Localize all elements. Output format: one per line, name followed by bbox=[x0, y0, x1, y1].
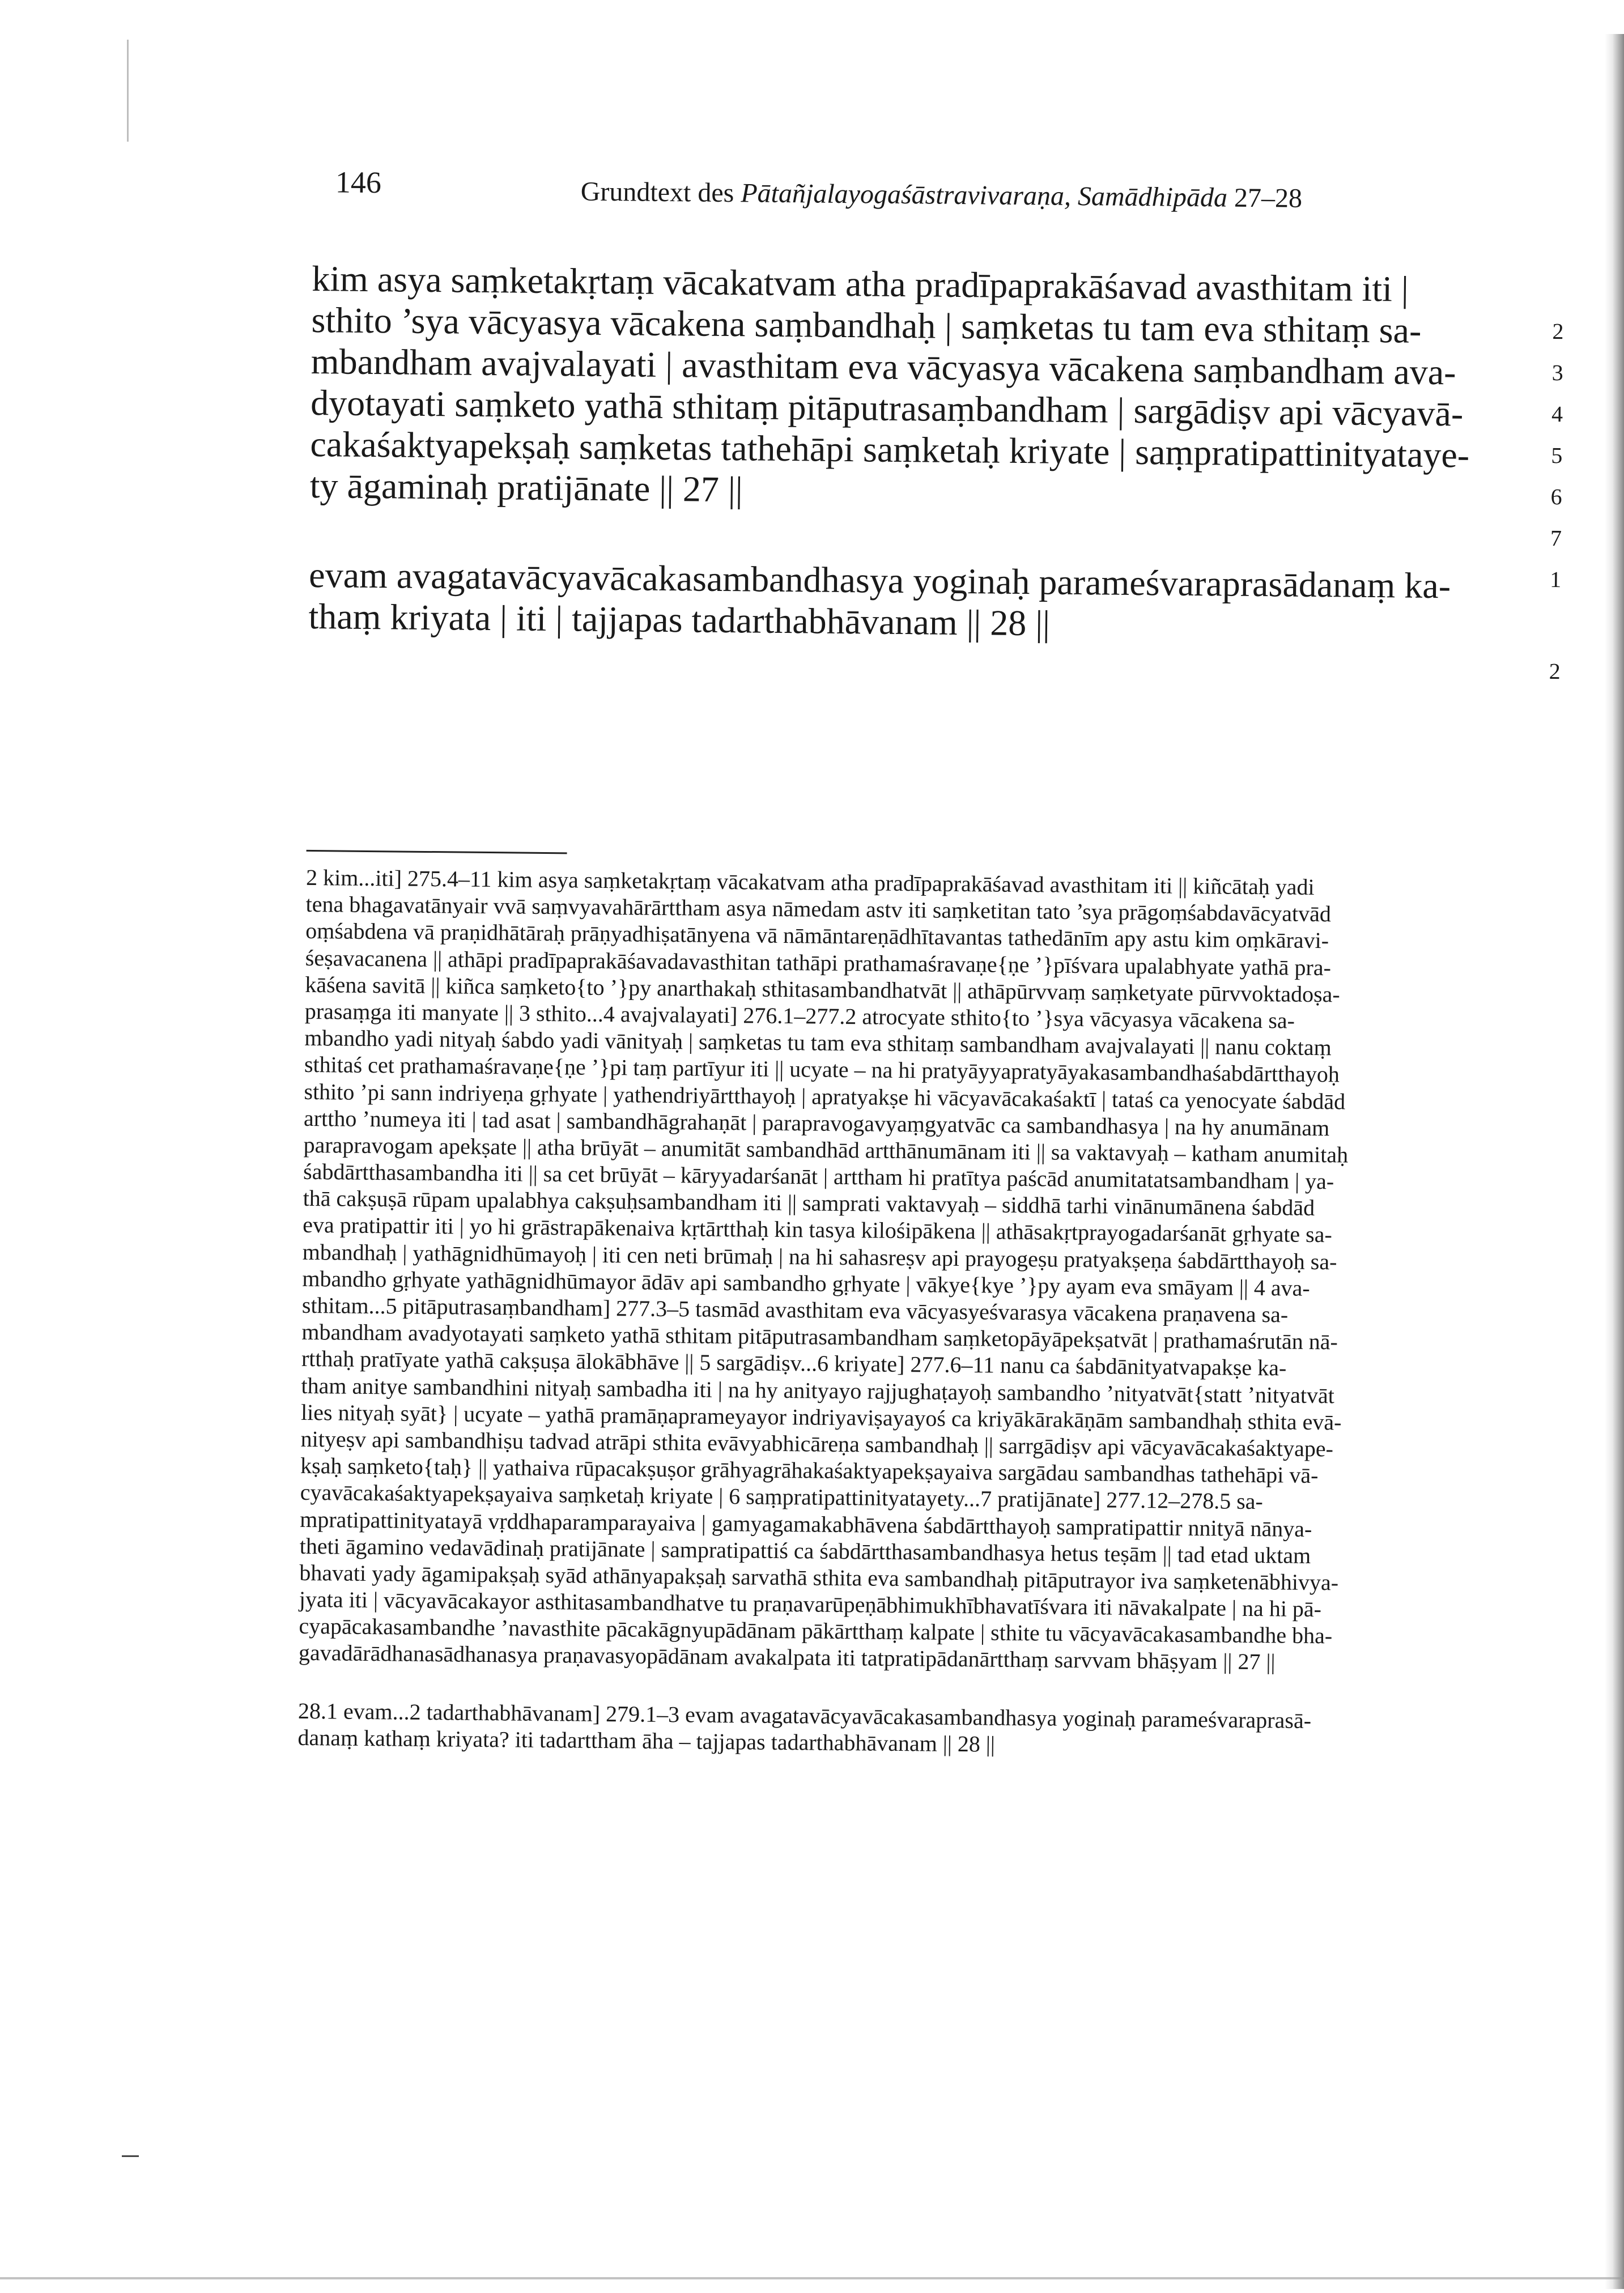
sutra27-line: sthito ’sya vācyasya vācakena saṃbandhaḥ | saṃketas tu tam eva sthitaṃ sa- bbox=[311, 299, 1422, 351]
running-title-prefix: Grundtext des bbox=[580, 176, 741, 209]
main-text bbox=[308, 258, 1502, 648]
margin-line-number: 4 bbox=[1551, 401, 1563, 427]
apparatus-line: cyapācakasambandhe ’navasthite pācakāgnyupādānam pākārtthaṃ kalpate | sthite tu vācyavācakasambandhe bha- bbox=[299, 1613, 1333, 1649]
critical-apparatus bbox=[297, 864, 1575, 1763]
apparatus-line: danaṃ kathaṃ kriyata? iti tadarttham āha – tajjapas tadarthabhāvanam || 28 || bbox=[297, 1724, 996, 1757]
running-title bbox=[581, 176, 1303, 214]
apparatus-line: cyavācakaśaktyapekṣayaiva saṃketaḥ kriyate | 6 saṃpratipattinityatayety...7 pratijānate] 277.12–278.5 sa- bbox=[300, 1479, 1264, 1515]
apparatus-line: tham anitye sambandhini nityaḥ sambadha iti | na hy anityayo rajjughaṭayoḥ sambandho ’nityatvāt{statt ’nityatvāt bbox=[301, 1372, 1335, 1408]
footnote-rule bbox=[307, 850, 567, 854]
apparatus-line: sthito ’pi sann indriyeṇa gṛhyate | yathendriyārtthayoḥ | apratyakṣe hi vācyavācakaśaktī | tataś ca yenocyate śabdād bbox=[304, 1078, 1346, 1114]
apparatus-line: lies nityaḥ syāt} | ucyate – yathā pramāṇaprameyayor indriyaviṣayayoś ca kriyākārakāṇām sambandhaḥ sthita evā- bbox=[300, 1399, 1342, 1435]
apparatus-line: tena bhagavatānyair vvā saṃvyavahārārttham asya nāmedam astv iti saṃketitan tato ’sya prāgoṃśabdavācyatvād bbox=[305, 891, 1332, 927]
sutra28-line: evam avagatavācyavācakasambandhasya yoginaḥ parameśvaraprasādanaṃ ka- bbox=[308, 554, 1451, 606]
sutra27-line: dyotayati saṃketo yathā sthitaṃ pitāputrasaṃbandham | sargādiṣv api vācyavā- bbox=[310, 382, 1464, 434]
apparatus-line: śabdārtthasambandha iti || sa cet brūyāt – kāryyadarśanāt | arttham hi pratītya paścād anumitatatsambandham | ya- bbox=[303, 1158, 1334, 1194]
scan-margin-dash bbox=[122, 2155, 139, 2157]
apparatus-line: theti āgamino vedavādinaḥ pratijānate | sampratipattiś ca śabdārtthasambandhasya hetus teṣām || tad etad uktam bbox=[299, 1533, 1311, 1568]
apparatus-line: parapravogam apekṣate || atha brūyāt – anumitāt sambandhād artthānumānam iti || sa vaktavyaḥ – katham anumitaḥ bbox=[303, 1131, 1349, 1168]
apparatus-line: kāśena savitā || kiñca saṃketo{to ’}py anarthakaḥ sthitasambandhatvāt || athāpūrvvaṃ saṃketyate pūrvvoktadoṣa- bbox=[305, 971, 1340, 1007]
page-number: 146 bbox=[335, 165, 382, 200]
apparatus-section-28 bbox=[297, 1697, 1567, 1763]
apparatus-line: sthitaś cet prathamaśravaṇe{ṇe ’}pi taṃ partīyur iti || ucyate – na hi pratyāyyapratyāyakasambandhaśabdārtthayoḥ bbox=[304, 1052, 1340, 1087]
apparatus-line: mbandho yadi nityaḥ śabdo yadi vānityaḥ | saṃketas tu tam eva sthitaṃ sambandham avajvalayati || nanu coktaṃ bbox=[304, 1025, 1332, 1061]
apparatus-line: mpratipattinityatayā vṛddhaparamparayaiva | gamyagamakabhāvena śabdārtthayoḥ sampratipattir nnityā nānya- bbox=[300, 1506, 1312, 1542]
apparatus-line: mbandhaḥ | yathāgnidhūmayoḥ | iti cen neti brūmaḥ | na hi sahasreṣv api prayogeṣu pratyakṣeṇa śabdārtthayoḥ sa- bbox=[302, 1239, 1337, 1275]
apparatus-line: eva pratipattir iti | yo hi grāstrapākenaiva kṛtārtthaḥ kin tasya kilośipākena || athāsakṛtprayogadarśanāt gṛhyate sa- bbox=[303, 1212, 1333, 1248]
scan-edge-mark bbox=[127, 40, 129, 142]
apparatus-line: bhavati yady āgamipakṣaḥ syād athānyapakṣaḥ sarvathā sthita eva sambandhaḥ pitāputrayor iva saṃketenābhivya- bbox=[299, 1559, 1339, 1596]
margin-line-number: 6 bbox=[1550, 483, 1562, 510]
apparatus-line: śeṣavacanena || athāpi pradīpaprakāśavadavasthitan tathāpi prathamaśravaṇe{ṇe ’}pīśvara upalabhyate yathā pra- bbox=[305, 945, 1332, 980]
sutra28-line: thaṃ kriyata | iti | tajjapas tadarthabhāvanam || 28 || bbox=[308, 595, 1051, 644]
margin-line-number: 7 bbox=[1550, 525, 1562, 551]
apparatus-line: oṃśabdena vā praṇidhātāraḥ prāṇyadhiṣatānyena vā nāmāntareṇādhītavantas tathedānīm apy astu kim oṃkāravi- bbox=[305, 918, 1329, 954]
running-title-suffix: 27–28 bbox=[1227, 182, 1303, 214]
running-title-italic: Pātañjalayogaśāstravivaraṇa, Samādhipāda bbox=[741, 178, 1228, 213]
scan-edge-shadow bbox=[1605, 34, 1624, 2289]
sutra27-line: kim asya saṃketakṛtaṃ vācakatvam atha pradīpaprakāśavad avasthitam iti | bbox=[311, 258, 1409, 309]
apparatus-line: mbandham avadyotayati saṃketo yathā sthitam pitāputrasambandham saṃketopāyāpekṣatvāt | prathamaśrutān nā- bbox=[301, 1319, 1338, 1355]
apparatus-line: kṣaḥ saṃketo{taḥ} || yathaiva rūpacakṣuṣor grāhyagrāhakaśaktyapekṣayaiva sargādau sambandhas tathehāpi vā- bbox=[300, 1453, 1319, 1488]
apparatus-line: sthitam...5 pitāputrasaṃbandham] 277.3–5 tasmād avasthitam eva vācyasyeśvarasya vācakena praṇavena sa- bbox=[301, 1292, 1289, 1328]
apparatus-line: nityeṣv api sambandhiṣu tadvad atrāpi sthita evāvyabhicāreṇa sambandhaḥ || sarrgādiṣv api vācyavācakaśaktyape- bbox=[300, 1426, 1334, 1462]
sutra27-line: mbandham avajvalayati | avasthitam eva vācyasya vācakena saṃbandham ava- bbox=[311, 341, 1456, 393]
apparatus-line: rtthaḥ pratīyate yathā cakṣuṣa ālokābhāve || 5 sargādiṣv...6 kriyate] 277.6–11 nanu ca śabdānityatvapakṣe ka- bbox=[301, 1346, 1287, 1381]
apparatus-section-27 bbox=[299, 864, 1575, 1678]
sutra27-line: cakaśaktyapekṣaḥ saṃketas tathehāpi saṃketaḥ kriyate | saṃpratipattinityataye- bbox=[310, 423, 1470, 475]
apparatus-line: gavadārādhanasādhanasya praṇavasyopādānam avakalpata iti tatpratipādanārtthaṃ sarvvam bhāṣyam || 27 || bbox=[298, 1640, 1276, 1675]
apparatus-line: 28.1 evam...2 tadarthabhāvanam] 279.1–3 evam avagatavācyavācakasambandhasya yoginaḥ parameśvaraprasā- bbox=[297, 1698, 1312, 1733]
margin-line-number: 2 bbox=[1549, 658, 1561, 684]
margin-line-number: 3 bbox=[1551, 359, 1564, 386]
scan-bottom-edge bbox=[0, 2277, 1624, 2279]
apparatus-line: thā cakṣuṣā rūpam upalabhya cakṣuḥsambandham iti || samprati vaktavyaḥ – siddhā tarhi vinānumānena śabdād bbox=[303, 1185, 1315, 1221]
apparatus-line: mbandho gṛhyate yathāgnidhūmayor ādāv api sambandho gṛhyate | vākye{kye ’}py ayam eva smāyam || 4 ava- bbox=[302, 1265, 1310, 1301]
margin-line-number: 2 bbox=[1552, 318, 1564, 344]
apparatus-line: arttho ’numeya iti | tad asat | sambandhāgrahaṇāt | parapravogavyaṃgyatvāc ca sambandhasya | na hy anumānam bbox=[303, 1105, 1330, 1141]
margin-line-number: 5 bbox=[1551, 442, 1563, 469]
apparatus-line: 2 kim...iti] 275.4–11 kim asya saṃketakṛtaṃ vācakatvam atha pradīpaprakāśavad avasthitam iti || kiñcātaḥ yadi bbox=[305, 864, 1315, 900]
sutra27-line: ty āgaminaḥ pratijānate || 27 || bbox=[309, 465, 743, 510]
apparatus-line: prasaṃga iti manyate || 3 sthito...4 avajvalayati] 276.1–277.2 atrocyate sthito{to ’}sya vācyasya vācakena sa- bbox=[304, 998, 1295, 1033]
running-header bbox=[312, 164, 1559, 227]
page-content bbox=[297, 0, 1572, 1757]
margin-line-number: 1 bbox=[1550, 566, 1562, 593]
apparatus-line: jyata iti | vācyavācakayor asthitasambandhatve tu praṇavarūpeṇābhimukhībhavatīśvara iti nāvakalpate | na hi pā- bbox=[299, 1586, 1322, 1622]
